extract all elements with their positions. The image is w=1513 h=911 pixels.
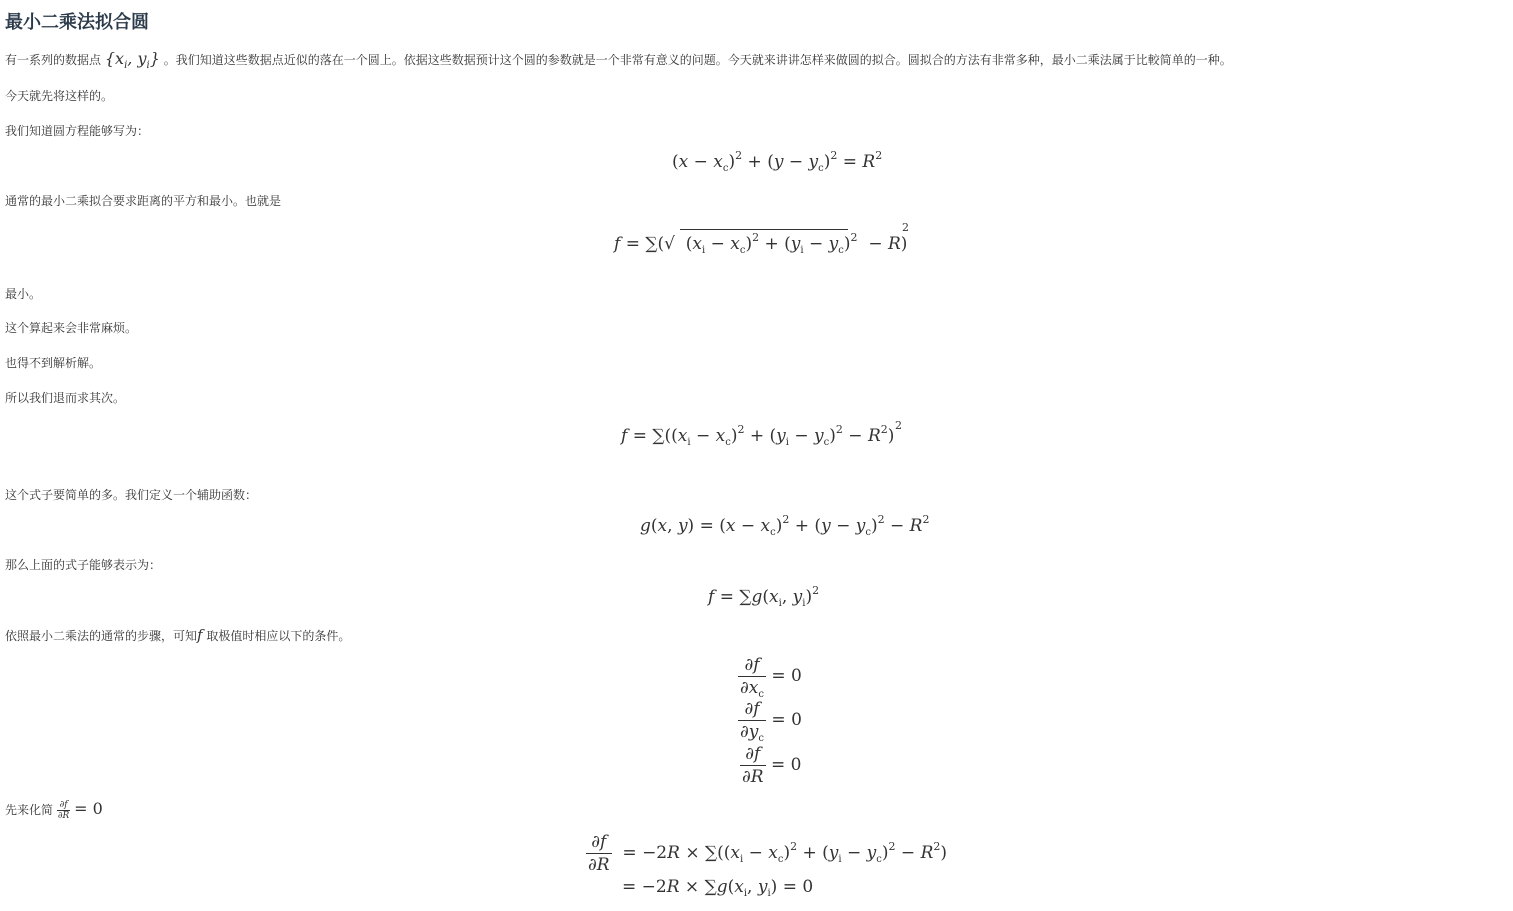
distance-sum-equation: f = ∑(√ $(x_i - x_c)^2 + (y_i - y_c)^2 - R$): [614, 231, 908, 256]
condition-xc: $\frac{\partial f}{\partial x_c}$ = 0: [740, 655, 802, 700]
squared-sum-equation: $f = \sum((x_i - x_c)^2 + (y_i - y_c)^2 - R^2)$: [621, 423, 895, 448]
g-definition-equation: g(x, $y) = (x - x_c)^2 + (y - y_c)^2 - R^2$: [640, 513, 930, 538]
paragraph-4: 通常的最小二乘拟合要求距离的平方和最小。也就是: [5, 194, 282, 208]
intro-text-after: 。我们知道这些数据点近似的落在一个圆上。依据这些数据预计这个圆的参数就是一个非常有意义的问题。今天就来讲讲怎样来做圆的拟合。圆拟合的方法有非常多种，最小二乘法属于比較简单的一种。: [163, 53, 1232, 67]
paragraph-10: 那么上面的式子能够表示为：: [5, 558, 162, 572]
derivative-line-1: $\frac{\partial f}{\partial R}$ = $-2R \times \sum((x_i - x_c)^2 + (y_i - y_c)^2 - R^2)$: [588, 832, 948, 875]
paragraph-3: 我们知道圆方程能够写为：: [5, 124, 150, 138]
paragraph-6: 这个算起来会非常麻烦。: [5, 321, 138, 335]
conditions-text-after: 取极值时相应以下的条件。: [206, 629, 351, 643]
paragraph-11: [5, 628, 350, 643]
intro-paragraph: [5, 49, 1232, 73]
f-inline-math: f: [197, 626, 203, 644]
paragraph-8: 所以我们退而求其次。: [5, 391, 126, 405]
sqrt-overline: [680, 229, 848, 230]
small-df-dr: $\frac{\partial f}{\partial R}$: [57, 800, 70, 821]
paragraph-12: [5, 800, 103, 821]
paragraph-7: 也得不到解析解。: [5, 356, 102, 370]
paragraph-9: 这个式子要简单的多。我们定义一个辅助函数：: [5, 488, 258, 502]
f-g-equation: $f = \sum g(x_i$, $y_i)^2$: [708, 584, 820, 609]
distance-sum-exponent: 2: [902, 221, 909, 234]
squared-sum-exponent: 2: [895, 419, 902, 432]
simplify-equals-zero: = 0: [74, 799, 103, 818]
paragraph-2: 今天就先将这样的。: [5, 89, 114, 103]
article-title: 最小二乘法拟合圆: [5, 12, 149, 33]
conditions-text-before: 依照最小二乘法的通常的步骤，可知: [5, 629, 198, 643]
simplify-text: 先来化简: [5, 803, 54, 817]
intro-text-before: 有一系列的数据点: [5, 53, 102, 67]
paragraph-5: 最小。: [5, 287, 42, 301]
circle-equation: $(x - x_c)^2 + (y - y_c)^2 = R^2$: [672, 149, 883, 174]
condition-r: $\frac{\partial f}{\partial R}$ = 0: [742, 744, 802, 787]
condition-yc: $\frac{\partial f}{\partial y_c}$ = 0: [740, 699, 802, 744]
derivative-line-2: = $-2R \times \sum g(x_i$, $y_i) = 0$: [622, 877, 814, 899]
data-points-math: {$x_i$, $y_i$}: [104, 49, 160, 72]
